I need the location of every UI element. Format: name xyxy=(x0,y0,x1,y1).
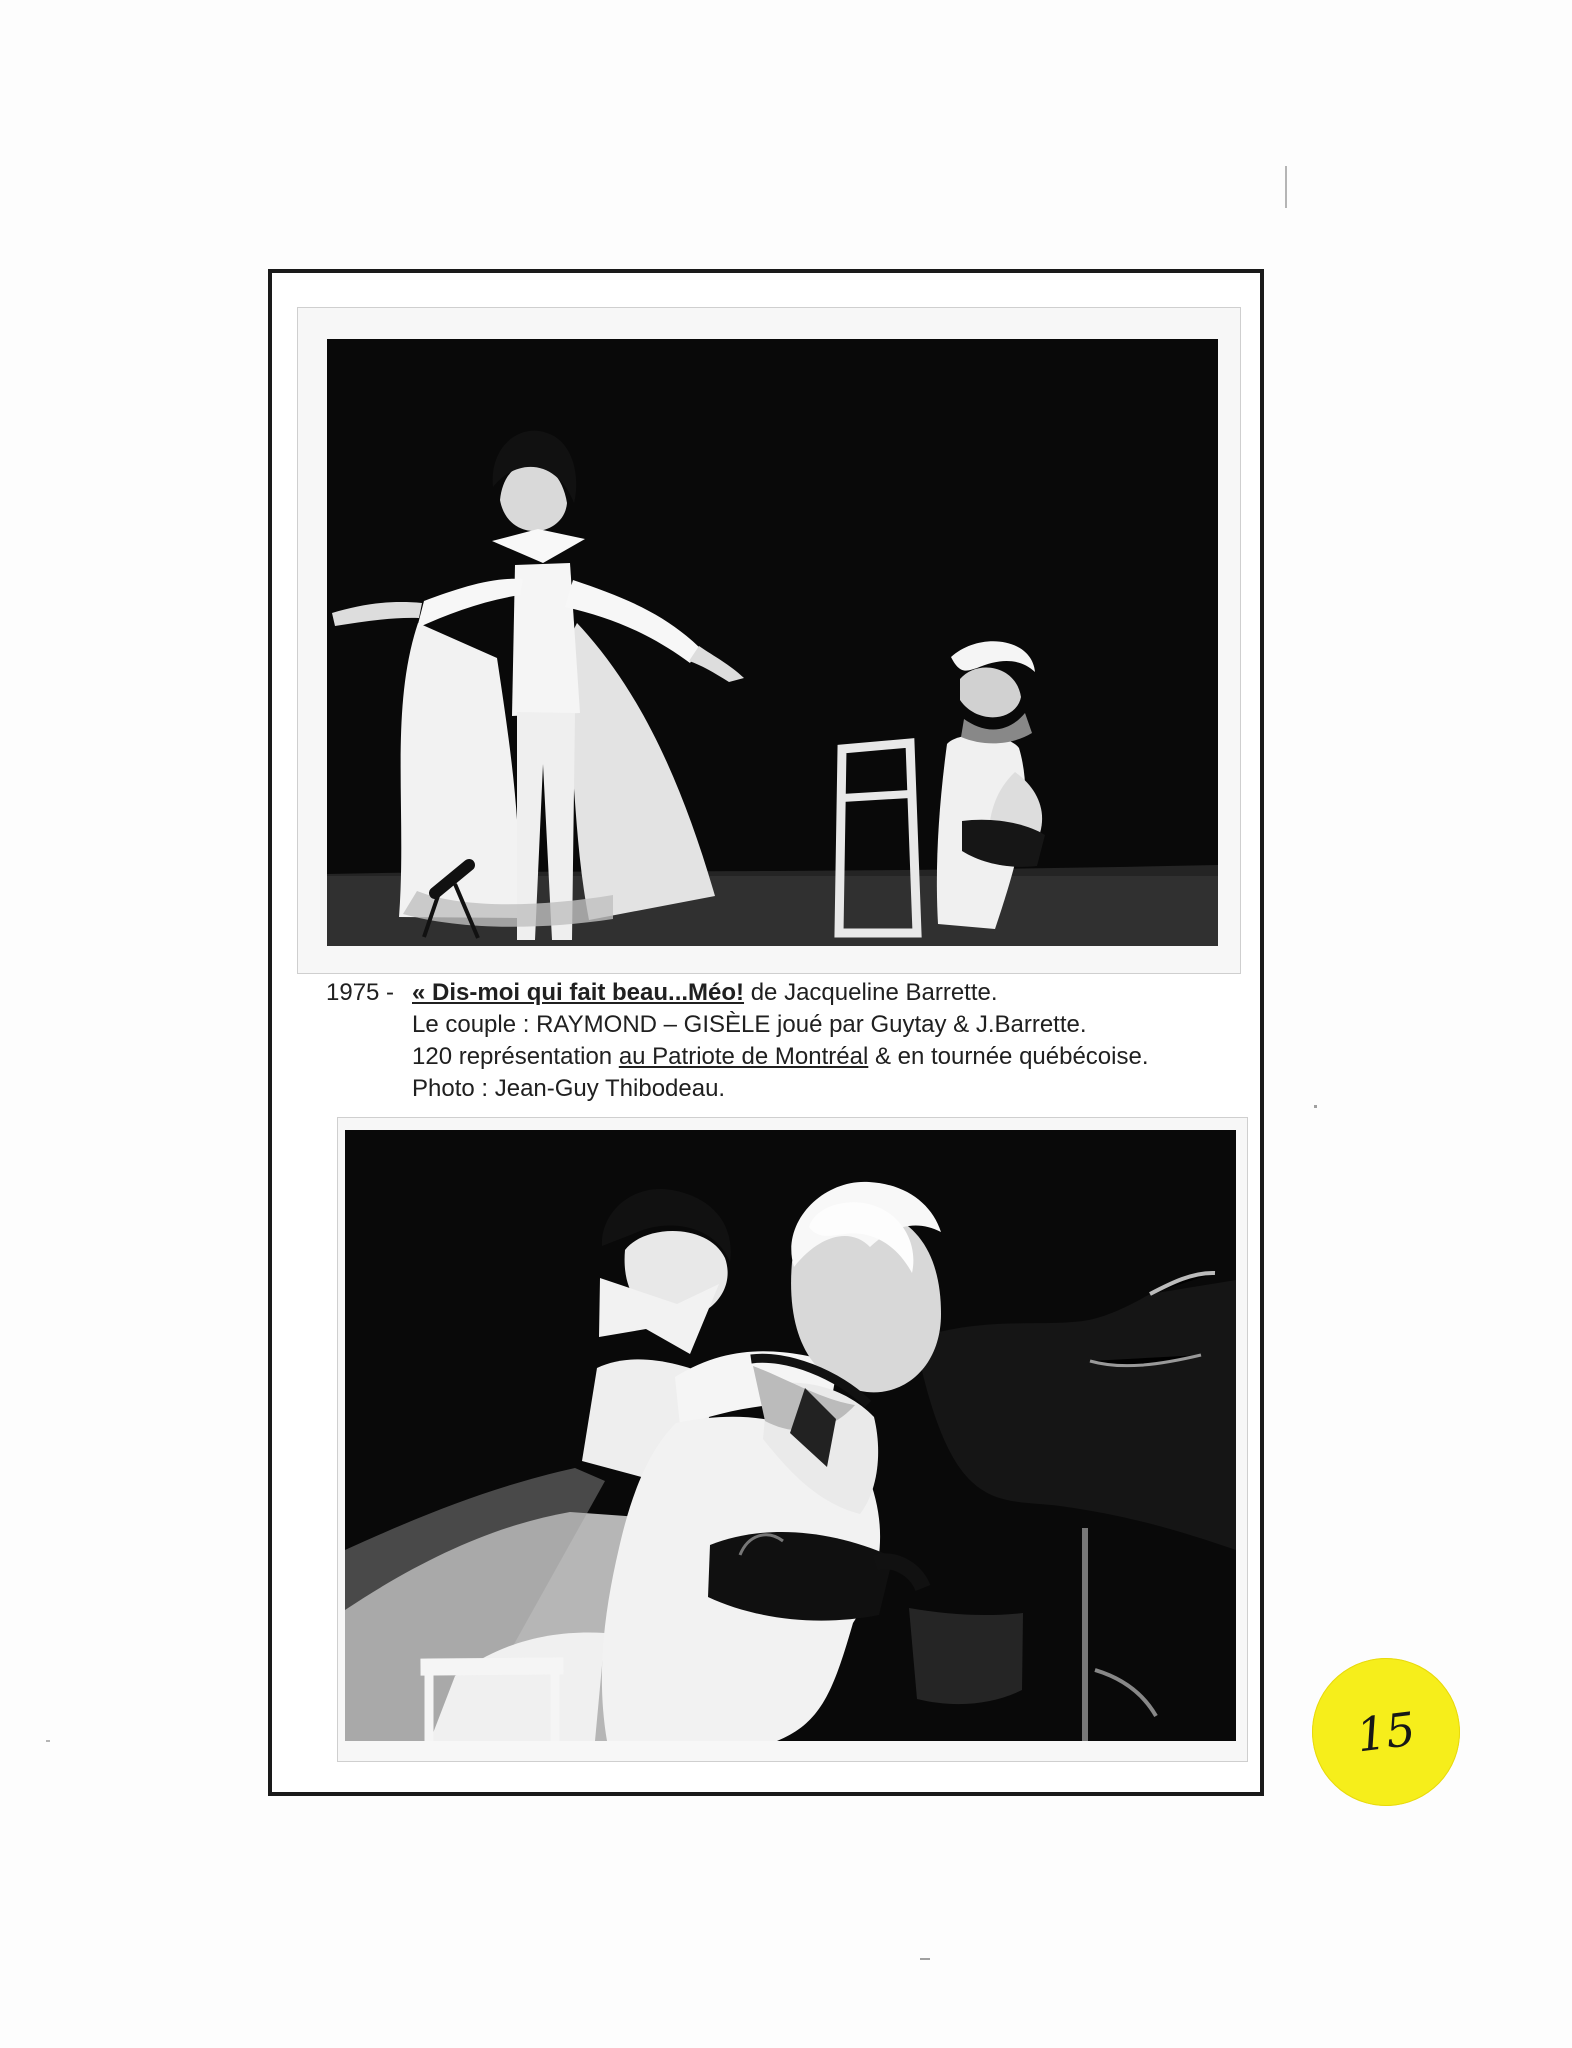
photo-caption xyxy=(326,977,1256,1105)
photo-credit: Photo : Jean-Guy Thibodeau. xyxy=(412,1075,726,1102)
bottom-stage-photo-illustration xyxy=(345,1130,1236,1741)
scan-mark-left xyxy=(46,1740,50,1742)
play-title: « Dis-moi qui fait beau...Méo! xyxy=(412,979,745,1006)
top-stage-photo xyxy=(327,339,1218,946)
caption-performances-prefix: 120 représentation xyxy=(412,1043,619,1070)
top-stage-photo-illustration xyxy=(327,339,1218,946)
scan-mark-top xyxy=(1285,166,1287,208)
caption-cast: Le couple : RAYMOND – GISÈLE joué par Guytay & J.Barrette. xyxy=(412,1011,1087,1038)
scan-mark-bottom xyxy=(920,1958,930,1960)
scan-mark-right xyxy=(1314,1105,1317,1108)
caption-line-title xyxy=(326,977,1256,1009)
caption-author: de Jacqueline Barrette. xyxy=(744,979,998,1006)
caption-performances-suffix: & en tournée québécoise. xyxy=(868,1043,1149,1070)
bottom-stage-photo xyxy=(345,1130,1236,1741)
caption-year: 1975 - xyxy=(326,979,395,1006)
caption-line-credit xyxy=(326,1073,1256,1105)
caption-line-cast xyxy=(326,1009,1256,1041)
caption-line-performances xyxy=(326,1041,1256,1073)
caption-venue: au Patriote de Montréal xyxy=(618,1043,869,1070)
page-number: 15 xyxy=(1353,1701,1419,1763)
